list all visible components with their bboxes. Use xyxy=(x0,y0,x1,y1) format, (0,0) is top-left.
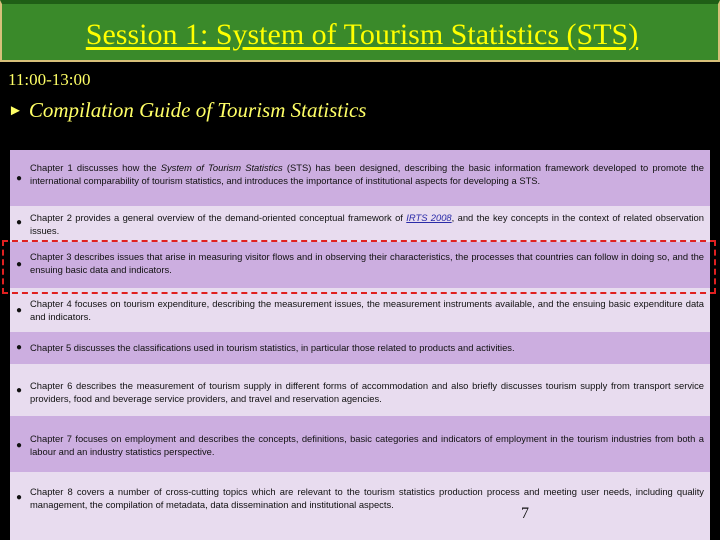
chapter-row-2 xyxy=(10,206,710,242)
subheading-text: Compilation Guide of Tourism Statistics xyxy=(28,98,367,122)
chapter-2-text-b: , and the key concepts in the context of related observation issues. xyxy=(30,212,704,237)
chapter-1-text-b: (STS) has been designed, describing the basic information framework developed to promote the international comparability of tourism statistics, and introduces the importance of institutional aspects for developing a STS. xyxy=(30,162,704,187)
chapter-text-4: Chapter 4 focuses on tourism expenditure, describing the measurement issues, the measurement instruments available, and the ensuing basic expenditure data and indicators. xyxy=(30,298,704,323)
chapter-2-text-a: Chapter 2 provides a general overview of the demand-oriented conceptual framework of xyxy=(30,212,407,223)
bullet-icon: ● xyxy=(15,385,23,396)
chapter-row-6 xyxy=(10,364,710,416)
chapter-text-6: Chapter 6 describes the measurement of tourism supply in different forms of accommodation and also briefly discusses tourism supply from transport service providers, food and beverage service providers, and travel and reservation agencies. xyxy=(30,380,704,405)
chapter-row-4 xyxy=(10,288,710,332)
chapter-text-8: Chapter 8 covers a number of cross-cutting topics which are relevant to the tourism statistics production process and meeting user needs, including quality management, the compilation of metadata, data dissemination and institutional aspects. xyxy=(30,486,704,511)
triangle-bullet-icon: ► xyxy=(8,103,23,119)
bullet-icon: ● xyxy=(15,342,23,353)
bullet-icon: ● xyxy=(15,259,23,270)
chapter-text-1 xyxy=(30,161,704,187)
page-number: 7 xyxy=(521,505,529,522)
bullet-icon: ● xyxy=(15,492,23,503)
bullet-icon: ● xyxy=(15,440,23,451)
chapter-1-text-a: Chapter 1 discusses how the xyxy=(30,162,161,173)
irts-2008-link[interactable]: IRTS 2008 xyxy=(406,212,452,223)
bullet-icon: ● xyxy=(15,173,23,184)
slide-title: Session 1: System of Tourism Statistics (STS) xyxy=(85,18,639,51)
title-bar xyxy=(0,0,720,62)
bullet-icon: ● xyxy=(15,305,23,316)
chapter-text-7: Chapter 7 focuses on employment and describes the concepts, definitions, basic categories and indicators of employment in the tourism industries from both a labour and an industry statistics perspective. xyxy=(30,433,704,458)
chapter-text-3: Chapter 3 describes issues that arise in measuring visitor flows and in observing their characteristics, the processes that countries can follow in doing so, and the ensuing basic data and indicators. xyxy=(30,251,704,276)
bullet-icon: ● xyxy=(15,217,23,228)
highlight-box xyxy=(2,240,716,294)
chapter-row-5 xyxy=(10,332,710,364)
chapter-row-1 xyxy=(10,150,710,206)
chapter-row-8 xyxy=(10,472,710,540)
session-time: 11:00-13:00 xyxy=(8,70,91,89)
subheading xyxy=(8,98,366,123)
chapter-text-2 xyxy=(30,211,704,237)
chapter-text-5: Chapter 5 discusses the classifications used in tourism statistics, in particular those related to products and activities. xyxy=(30,342,515,353)
chapter-1-text-em: System of Tourism Statistics xyxy=(160,162,283,173)
chapter-row-7 xyxy=(10,416,710,472)
